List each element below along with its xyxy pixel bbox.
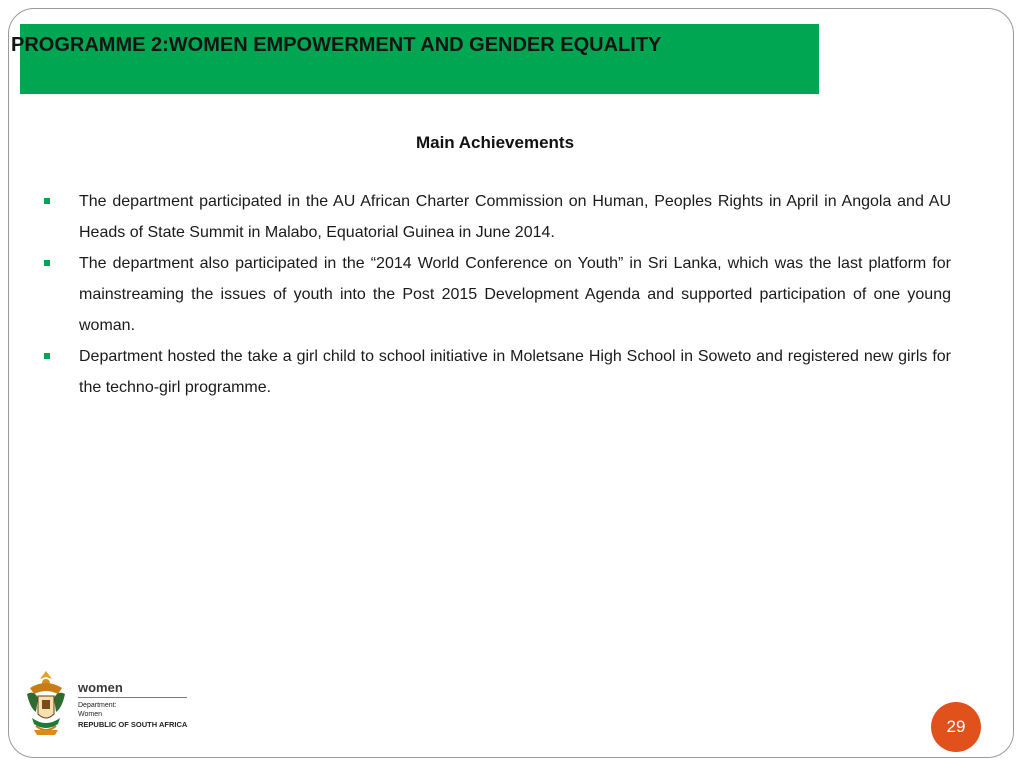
department-logo <box>22 668 192 738</box>
page-number-badge: 29 <box>931 702 981 752</box>
logo-wordmark: women <box>78 680 123 695</box>
logo-unit-label: Women <box>78 711 102 718</box>
logo-country-label: REPUBLIC OF SOUTH AFRICA <box>78 720 188 729</box>
coat-of-arms-icon <box>22 668 70 738</box>
square-bullet-icon <box>44 353 50 359</box>
bullet-item <box>44 341 951 403</box>
square-bullet-icon <box>44 260 50 266</box>
bullet-item <box>44 186 951 248</box>
bullet-text: Department hosted the take a girl child to school initiative in Moletsane High School in Soweto and registered new girls for the techno-girl programme. <box>79 348 951 396</box>
section-heading: Main Achievements <box>415 133 575 152</box>
logo-department-label: Department: <box>78 702 117 709</box>
logo-divider <box>78 697 187 698</box>
square-bullet-icon <box>44 198 50 204</box>
bullet-text: The department also participated in the “2014 World Conference on Youth” in Sri Lanka, which was the last platform for mainstreaming the issues of youth into the Post 2015 Development Agenda and supported participation of one young woman. <box>79 255 951 334</box>
bullet-list <box>44 186 951 403</box>
bullet-text: The department participated in the AU African Charter Commission on Human, Peoples Rights in April in Angola and AU Heads of State Summit in Malabo, Equatorial Guinea in June 2014. <box>79 193 951 241</box>
bullet-item <box>44 248 951 341</box>
slide-title: PROGRAMME 2:WOMEN EMPOWERMENT AND GENDER EQUALITY <box>11 34 662 56</box>
